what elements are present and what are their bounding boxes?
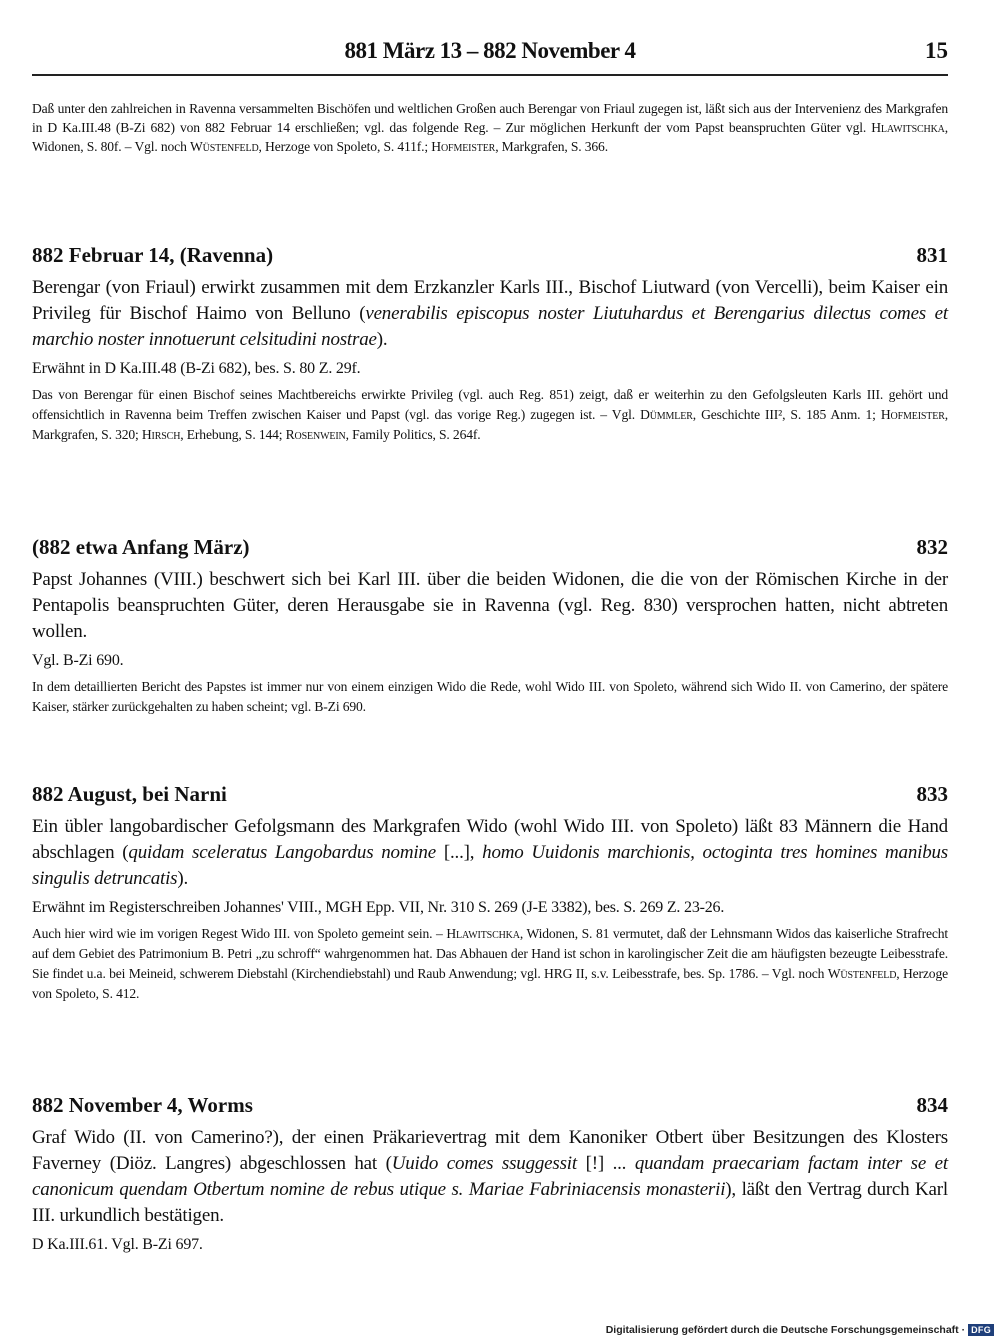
entry-number: 831 [916,243,948,267]
note-text: Daß unter den zahlreichen in Ravenna versammelten Bischöfen und weltlichen Großen auch Berengar von Friaul zugegen ist, läßt sich aus der Intervenienz des Markgrafen in D Ka.III.48 (B-Zi 682) von 882 Februar 14 erschließen; vgl. das folgende Reg. – Zur möglichen Herkunft der vom Papst beanspruchten Güter vgl. [32,101,948,135]
regest-text: Berengar (von Friaul) erwirkt zusammen mit dem Erzkanzler Karls III., Bischof Liutward (von Vercelli), beim Kaiser ein Privileg für Bischof Haimo von Belluno (venerabilis episcopus noster Liutuhardus et Berengarius dilectus comes et marchio noster innotuerunt celsitudini nostrae). [32,277,948,350]
header-rule [32,74,948,76]
entry-heading [32,782,948,812]
regest-text: Graf Wido (II. von Camerino?), der einen Präkarievertrag mit dem Kanoniker Otbert über Besitzungen des Klosters Faverney (Diöz. Langres) abgeschlossen hat (Uuido comes ssuggessit [!] ... quandam praecariam factam inter se et canonicum quendam Otbertum nomine de rebus utique s. Mariae Fabriniacensis monasterii), läßt den Vertrag durch Karl III. urkundlich bestätigen. [32,1127,948,1226]
regest-entry-832 [32,535,948,717]
latin-quote: quandam praecariam factam inter se et canonicum quendam Otbertum nomine de rebus utique s. Mariae Fabriniacensis monasterii [32,1153,948,1200]
author-name: Wüstenfeld [189,139,259,154]
dfg-logo: DFG [968,1324,994,1336]
latin-quote: Uuido comes ssuggessit [391,1153,577,1174]
note-text: , Herzoge von Spoleto, S. 411f.; [258,139,432,154]
entry-number: 832 [916,535,948,559]
entry-heading [32,535,948,565]
entry-date: 882 August, bei Narni [32,782,227,806]
latin-quote: homo Uuidonis marchionis, octoginta tres homines manibus singulis detruncatis [32,842,948,889]
entry-number: 834 [916,1093,948,1117]
latin-quote: quidam sceleratus Langobardus nomine [128,842,436,863]
entry-number: 833 [916,782,948,806]
entry-date: 882 Februar 14, (Ravenna) [32,243,274,267]
entry-date: (882 etwa Anfang März) [32,535,250,559]
regest-entry-831 [32,243,948,445]
page-number: 15 [925,38,948,63]
regest-entry-834 [32,1093,948,1256]
author-name: Hlawitschka [871,120,945,135]
commentary: Das von Berengar für einen Bischof seines Machtbereichs erwirkte Privileg (vgl. auch Reg. 851) zeigt, daß er weiterhin zu den Gefolgsleuten Karls III. gehört und offensichtlich in Ravenna beim Treffen zwischen Kaiser und Papst (vgl. das vorige Reg.) zugegen ist. – Vgl. Dümmler, Geschichte III², S. 185 Anm. 1; Hofmeister, Markgrafen, S. 320; Hirsch, Erhebung, S. 144; Rosenwein, Family Politics, S. 264f. [32,387,948,442]
footer-text: Digitalisierung gefördert durch die Deutsche Forschungsgemeinschaft · [605,1324,966,1336]
regest-entry-833 [32,782,948,1004]
entry-heading [32,243,948,273]
note-text: , Markgrafen, S. 366. [495,139,608,154]
footer-credit [606,1324,994,1336]
source-reference: D Ka.III.61. Vgl. B-Zi 697. [32,1236,203,1253]
continuation-note [32,99,948,156]
regest-text: Papst Johannes (VIII.) beschwert sich bei Karl III. über die beiden Widonen, die die von der Römischen Kirche in der Pentapolis beanspruchten Güter, deren Herausgabe sie in Ravenna (vgl. Reg. 830) versprochen hatten, nicht abtreten wollen. [32,569,948,642]
source-reference: Erwähnt im Registerschreiben Johannes' VIII., MGH Epp. VII, Nr. 310 S. 269 (J-E 3382), bes. S. 269 Z. 23-26. [32,899,725,916]
regest-text: Ein übler langobardischer Gefolgsmann des Markgrafen Wido (wohl Wido III. von Spoleto) läßt 83 Männern die Hand abschlagen (quidam sceleratus Langobardus nomine [...], homo Uuidonis marchionis, octoginta tres homines manibus singulis detruncatis). [32,816,948,889]
source-reference: Vgl. B-Zi 690. [32,652,124,669]
source-reference: Erwähnt in D Ka.III.48 (B-Zi 682), bes. S. 80 Z. 29f. [32,360,361,377]
running-head-title: 881 März 13 – 882 November 4 [344,38,636,63]
entry-heading [32,1093,948,1123]
latin-quote: venerabilis episcopus noster Liutuhardus et Berengarius dilectus comes et marchio noster innotuerunt celsitudini nostrae [32,303,948,350]
commentary: In dem detaillierten Bericht des Papstes ist immer nur von einem einzigen Wido die Rede, wohl Wido III. von Spoleto, während sich Wido II. von Camerino, der spätere Kaiser, stärker zurückgehalten zu haben scheint; vgl. B-Zi 690. [32,679,948,714]
note-text: , Widonen, S. 80f. – Vgl. noch [32,120,948,154]
commentary: Auch hier wird wie im vorigen Regest Wido III. von Spoleto gemeint sein. – Hlawitschka, Widonen, S. 81 vermutet, daß der Lehnsmann Widos das kaiserliche Strafrecht auf dem Gebiet des Patrimonium B. Petri „zu schroff“ wahrgenommen hat. Das Abhauen der Hand ist schon in karolingischer Zeit die am häufigsten bezeugte Leibesstrafe. Sie findet u.a. bei Meineid, schwerem Diebstahl (Kirchendiebstahl) und Raub Anwendung; vgl. HRG II, s.v. Leibesstrafe, bes. Sp. 1786. – Vgl. noch Wüstenfeld, Herzoge von Spoleto, S. 412. [32,926,948,1001]
entry-date: 882 November 4, Worms [32,1093,253,1117]
running-head [32,38,948,72]
author-name: Hofmeister [431,139,496,154]
